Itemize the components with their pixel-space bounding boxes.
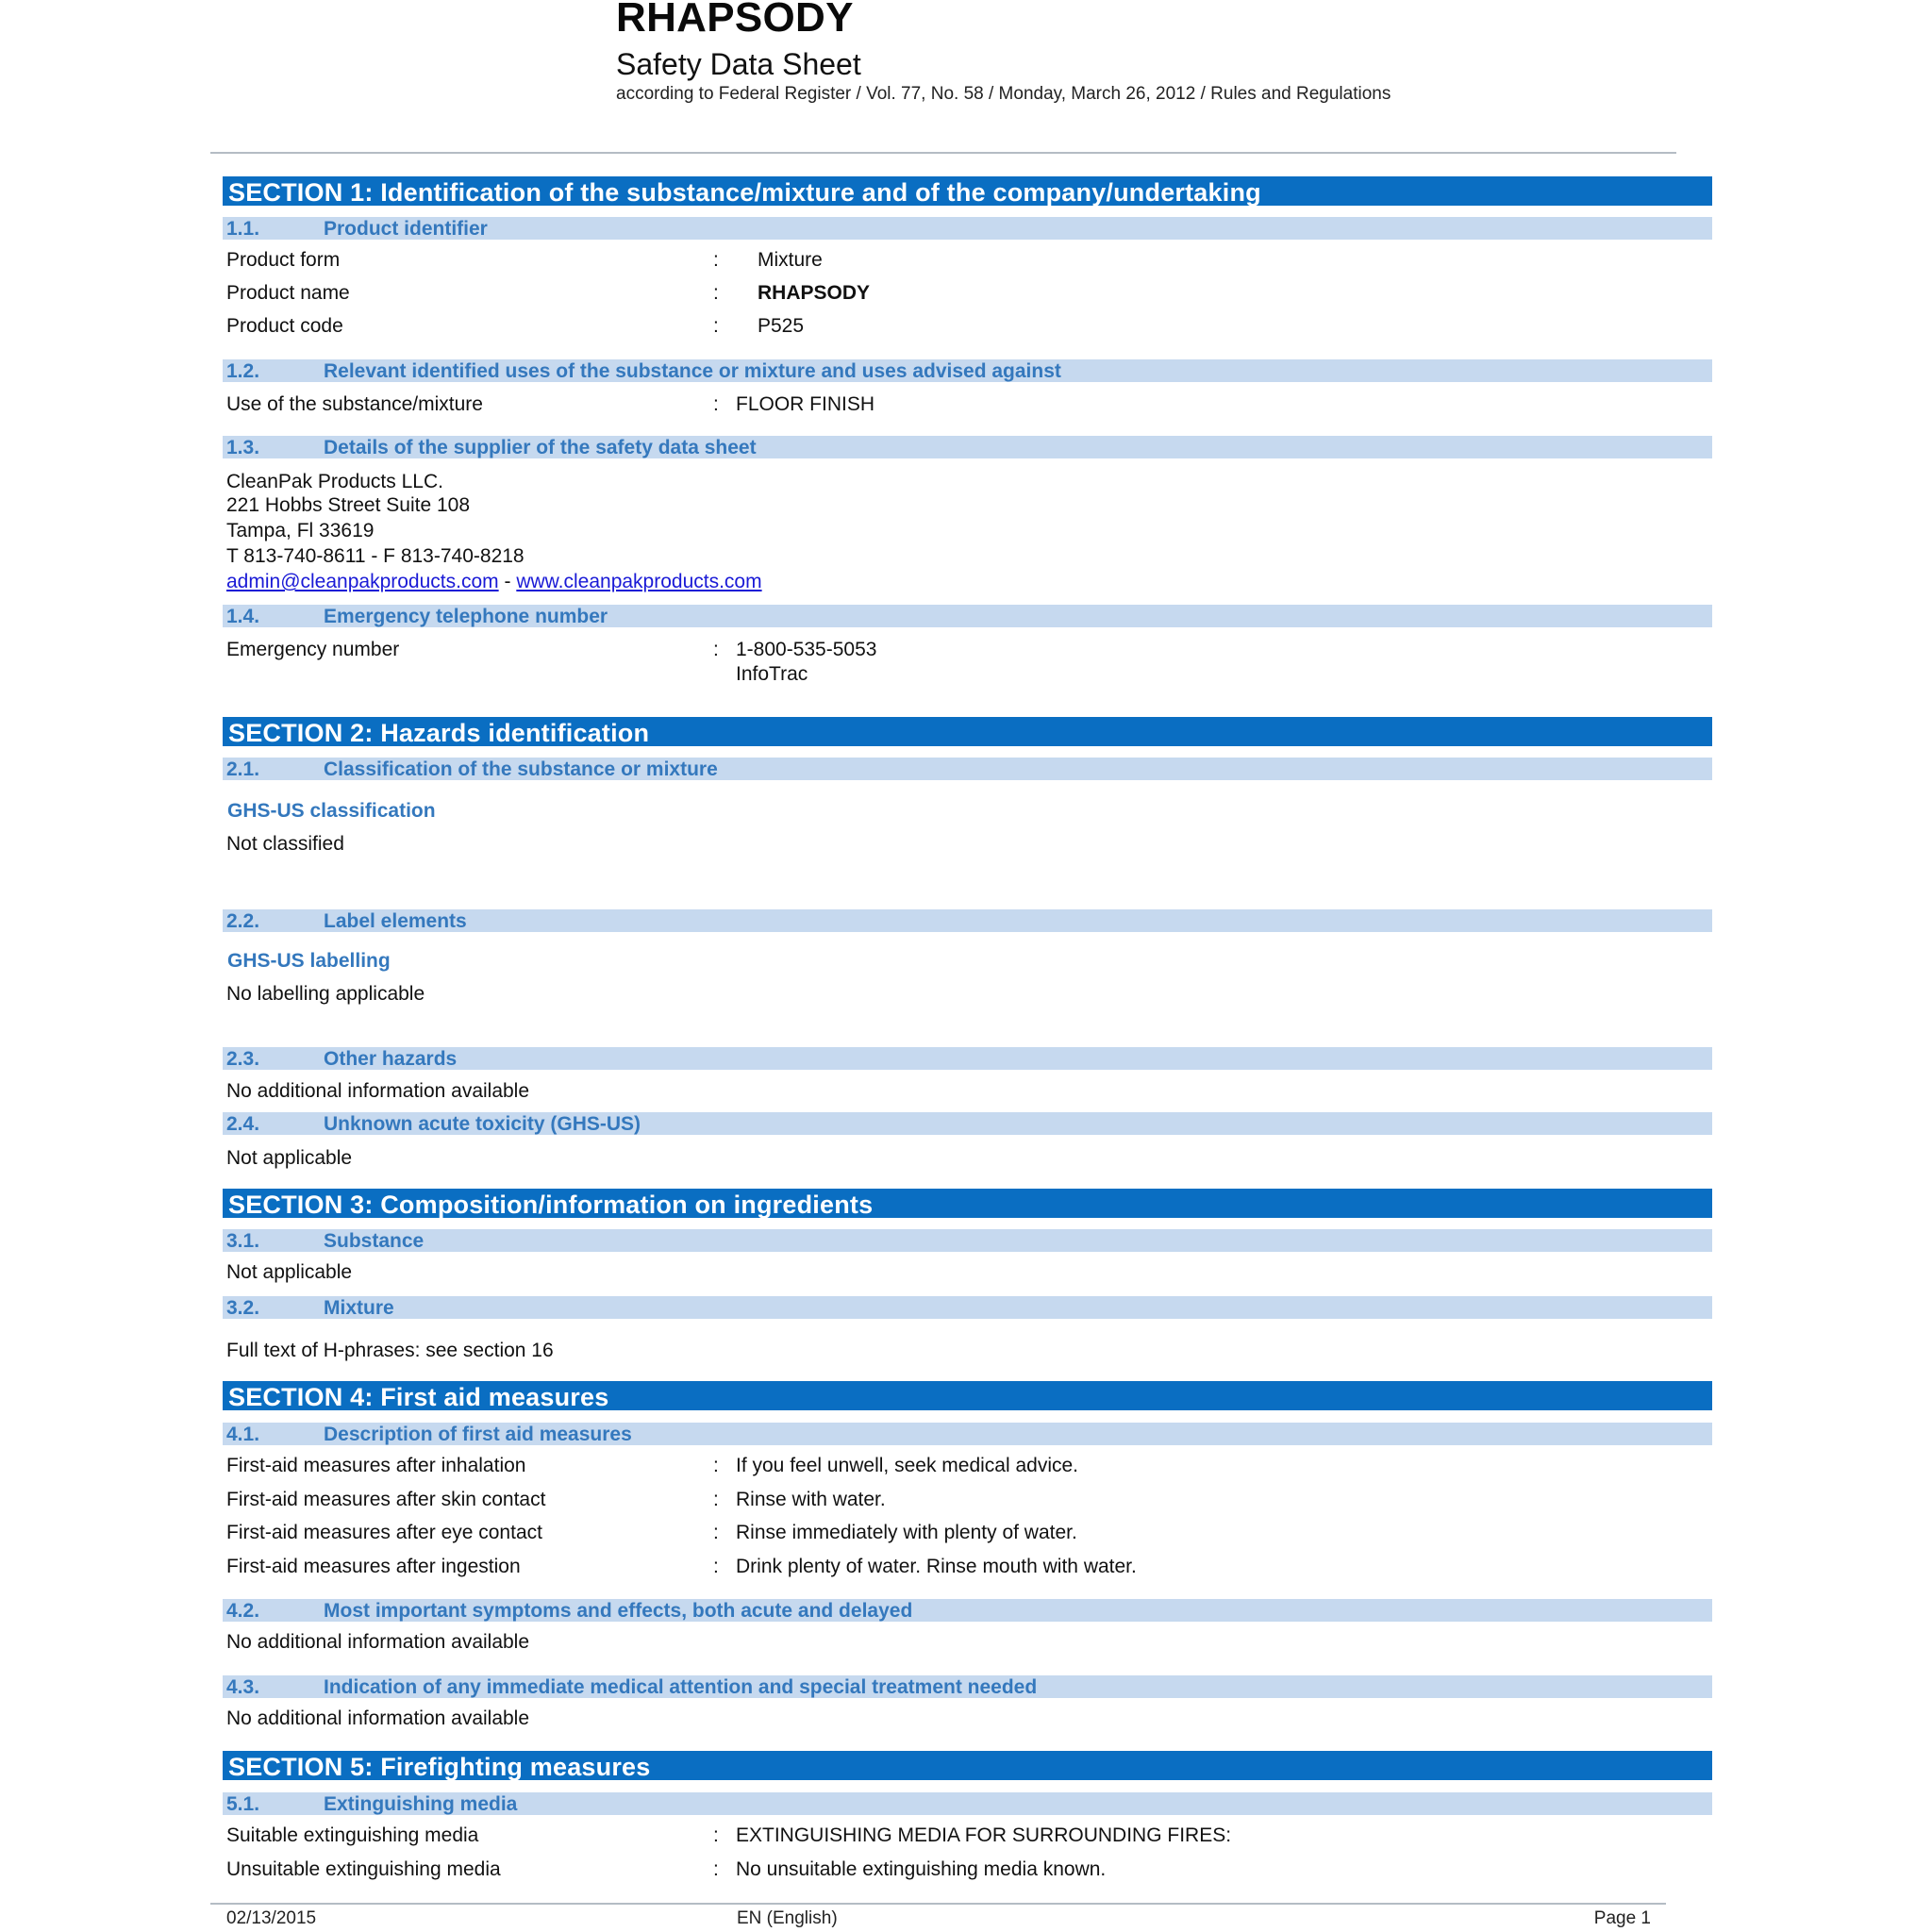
emergency-provider: InfoTrac xyxy=(736,663,808,685)
footer-page-number: Page 1 xyxy=(1593,1908,1651,1928)
subsection-3-2-header xyxy=(223,1296,1712,1319)
unsuitable-media-value: No unsuitable extinguishing media known. xyxy=(736,1858,1107,1880)
link-separator: - xyxy=(498,571,517,592)
subsection-number: 2.2. xyxy=(226,910,260,932)
subsection-1-4-header xyxy=(223,605,1712,627)
subsection-title: Other hazards xyxy=(324,1048,458,1070)
subsection-2-4-header xyxy=(223,1112,1712,1135)
product-code-label: Product code xyxy=(226,315,343,337)
subsection-title: Classification of the substance or mixture xyxy=(324,758,718,780)
subsection-number: 4.1. xyxy=(226,1424,260,1445)
subsection-number: 1.4. xyxy=(226,606,260,627)
first-aid-inhalation-label: First-aid measures after inhalation xyxy=(226,1455,526,1476)
regulation-reference: according to Federal Register / Vol. 77, No. 58 / Monday, March 26, 2012 / Rules and Regulations xyxy=(616,84,1391,104)
subsection-number: 1.2. xyxy=(226,360,260,382)
subsection-number: 4.2. xyxy=(226,1600,260,1622)
subsection-title: Relevant identified uses of the substance or mixture and uses advised against xyxy=(324,360,1061,382)
colon: : xyxy=(713,249,719,271)
section-2-header xyxy=(223,717,1712,746)
website-link[interactable]: www.cleanpakproducts.com xyxy=(516,571,762,592)
section-5-title: SECTION 5: Firefighting measures xyxy=(228,1753,651,1781)
subsection-number: 4.3. xyxy=(226,1676,260,1698)
product-name-label: Product name xyxy=(226,282,350,304)
other-hazards-text: No additional information available xyxy=(226,1080,530,1102)
unsuitable-media-label: Unsuitable extinguishing media xyxy=(226,1858,501,1880)
subsection-title: Details of the supplier of the safety data sheet xyxy=(324,437,757,458)
emergency-label: Emergency number xyxy=(226,639,400,660)
subsection-1-2-header xyxy=(223,359,1712,382)
footer-divider xyxy=(210,1903,1666,1905)
document-type: Safety Data Sheet xyxy=(616,47,861,81)
colon: : xyxy=(713,282,719,304)
substance-text: Not applicable xyxy=(226,1261,353,1283)
subsection-3-1-header xyxy=(223,1229,1712,1252)
subsection-title: Unknown acute toxicity (GHS-US) xyxy=(324,1113,641,1135)
section-3-title: SECTION 3: Composition/information on ingredients xyxy=(228,1191,874,1219)
section-1-header xyxy=(223,176,1712,206)
subsection-number: 2.4. xyxy=(226,1113,260,1135)
subsection-title: Mixture xyxy=(324,1297,394,1319)
product-form-value: Mixture xyxy=(758,249,823,271)
first-aid-skin-value: Rinse with water. xyxy=(736,1489,886,1510)
colon: : xyxy=(713,639,719,660)
colon: : xyxy=(713,1455,719,1476)
suitable-media-label: Suitable extinguishing media xyxy=(226,1824,479,1846)
ghs-labelling-heading: GHS-US labelling xyxy=(227,950,391,972)
supplier-phone: T 813-740-8611 - F 813-740-8218 xyxy=(226,545,525,567)
product-form-label: Product form xyxy=(226,249,341,271)
first-aid-inhalation-value: If you feel unwell, seek medical advice. xyxy=(736,1455,1079,1476)
colon: : xyxy=(713,1858,719,1880)
colon: : xyxy=(713,1824,719,1846)
section-5-header xyxy=(223,1751,1712,1780)
supplier-city: Tampa, Fl 33619 xyxy=(226,520,375,541)
subsection-title: Most important symptoms and effects, both acute and delayed xyxy=(324,1600,913,1622)
subsection-title: Label elements xyxy=(324,910,467,932)
subsection-title: Description of first aid measures xyxy=(324,1424,632,1445)
section-1-title: SECTION 1: Identification of the substance/mixture and of the company/undertaking xyxy=(228,178,1261,207)
supplier-contact-links xyxy=(226,571,762,593)
header-divider xyxy=(210,152,1676,154)
classification-text: Not classified xyxy=(226,833,344,855)
colon: : xyxy=(713,393,719,415)
subsection-title: Substance xyxy=(324,1230,425,1252)
subsection-1-1-header xyxy=(223,217,1712,240)
subsection-4-1-header xyxy=(223,1423,1712,1445)
colon: : xyxy=(713,1556,719,1577)
product-name-value: RHAPSODY xyxy=(758,282,871,304)
subsection-number: 3.1. xyxy=(226,1230,260,1252)
acute-toxicity-text: Not applicable xyxy=(226,1147,353,1169)
colon: : xyxy=(713,1489,719,1510)
document-title: RHAPSODY xyxy=(616,0,854,41)
subsection-number: 1.3. xyxy=(226,437,260,458)
colon: : xyxy=(713,315,719,337)
subsection-title: Extinguishing media xyxy=(324,1793,518,1815)
section-2-title: SECTION 2: Hazards identification xyxy=(228,719,650,747)
subsection-2-3-header xyxy=(223,1047,1712,1070)
symptoms-text: No additional information available xyxy=(226,1631,530,1653)
medical-attention-text: No additional information available xyxy=(226,1707,530,1729)
subsection-number: 2.3. xyxy=(226,1048,260,1070)
product-code-value: P525 xyxy=(758,315,805,337)
subsection-2-2-header xyxy=(223,909,1712,932)
emergency-number: 1-800-535-5053 xyxy=(736,639,877,660)
first-aid-eye-value: Rinse immediately with plenty of water. xyxy=(736,1522,1077,1543)
first-aid-eye-label: First-aid measures after eye contact xyxy=(226,1522,542,1543)
section-3-header xyxy=(223,1189,1712,1218)
first-aid-ingestion-label: First-aid measures after ingestion xyxy=(226,1556,521,1577)
subsection-title: Indication of any immediate medical attention and special treatment needed xyxy=(324,1676,1038,1698)
first-aid-skin-label: First-aid measures after skin contact xyxy=(226,1489,546,1510)
mixture-text: Full text of H-phrases: see section 16 xyxy=(226,1340,554,1361)
subsection-title: Emergency telephone number xyxy=(324,606,608,627)
subsection-number: 5.1. xyxy=(226,1793,260,1815)
first-aid-ingestion-value: Drink plenty of water. Rinse mouth with water. xyxy=(736,1556,1137,1577)
use-label: Use of the substance/mixture xyxy=(226,393,483,415)
use-value: FLOOR FINISH xyxy=(736,393,875,415)
section-4-header xyxy=(223,1381,1712,1410)
colon: : xyxy=(713,1522,719,1543)
subsection-number: 1.1. xyxy=(226,218,260,240)
supplier-street: 221 Hobbs Street Suite 108 xyxy=(226,494,471,516)
suitable-media-value: EXTINGUISHING MEDIA FOR SURROUNDING FIRES: xyxy=(736,1824,1232,1846)
footer-date: 02/13/2015 xyxy=(226,1908,317,1928)
subsection-1-3-header xyxy=(223,436,1712,458)
subsection-number: 2.1. xyxy=(226,758,260,780)
section-4-title: SECTION 4: First aid measures xyxy=(228,1383,609,1411)
subsection-2-1-header xyxy=(223,758,1712,780)
subsection-5-1-header xyxy=(223,1792,1712,1815)
labelling-text: No labelling applicable xyxy=(226,983,425,1005)
subsection-4-3-header xyxy=(223,1675,1712,1698)
footer-language: EN (English) xyxy=(737,1908,838,1928)
email-link[interactable]: admin@cleanpakproducts.com xyxy=(226,571,499,592)
subsection-title: Product identifier xyxy=(324,218,488,240)
ghs-classification-heading: GHS-US classification xyxy=(227,800,436,822)
subsection-number: 3.2. xyxy=(226,1297,260,1319)
subsection-4-2-header xyxy=(223,1599,1712,1622)
supplier-company: CleanPak Products LLC. xyxy=(226,471,443,492)
